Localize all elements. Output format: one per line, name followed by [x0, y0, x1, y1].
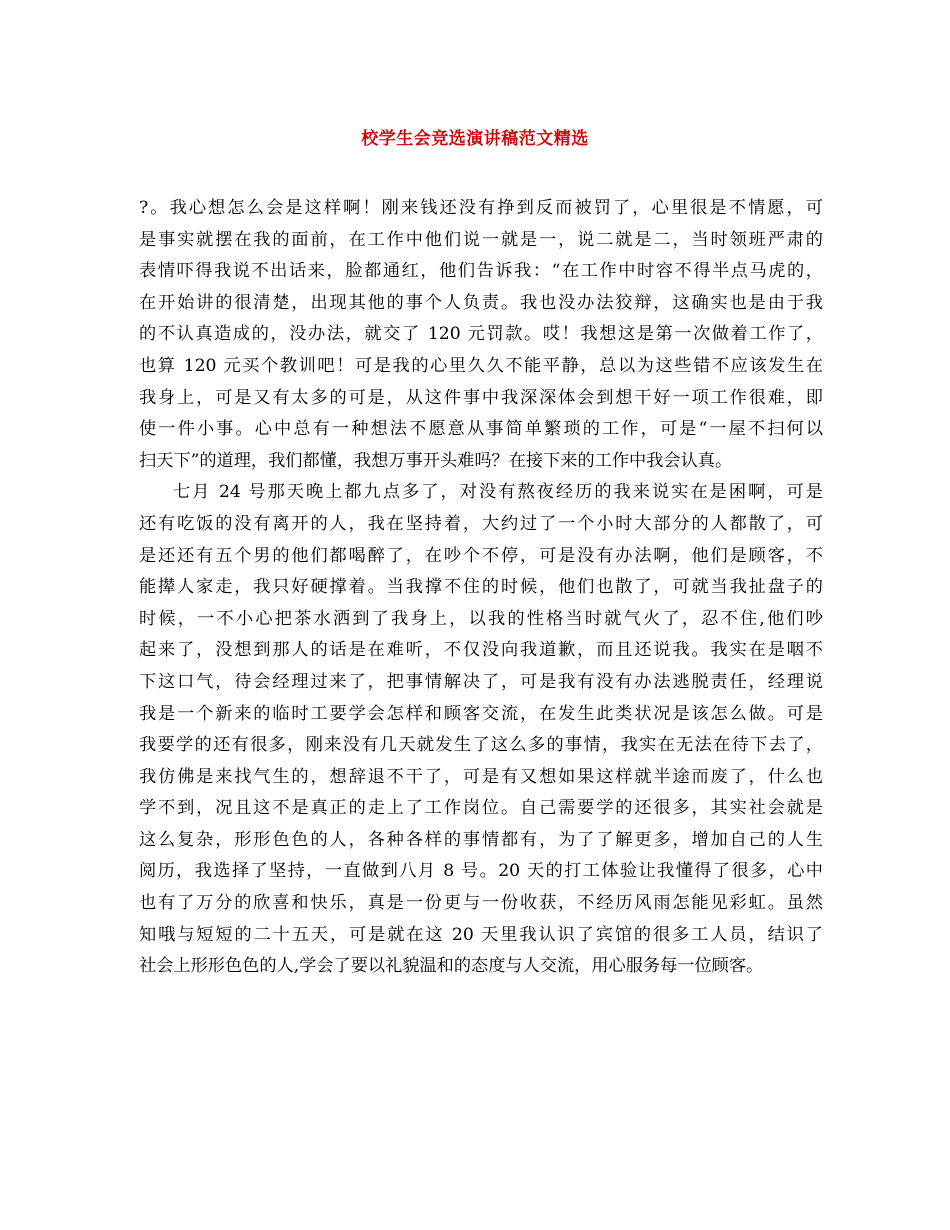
document-body — [139, 193, 823, 983]
paragraph-1-line-4: 在开始讲的很清楚，出现其他的事个人负责。我也没办法狡辩，这确实也是由于我 — [139, 292, 823, 313]
paragraph-2-line-9: 我要学的还有很多，刚来没有几天就发生了这么多的事情，我实在无法在待下去了， — [139, 735, 823, 756]
paragraph-1-line-2: 是事实就摆在我的面前，在工作中他们说一就是一，说二就是二，当时领班严肃的 — [139, 229, 823, 250]
paragraph-1-line-6: 也算 120 元买个教训吧！可是我的心里久久不能平静，总以为这些错不应该发生在 — [139, 355, 823, 376]
paragraph-2-line-14: 也有了万分的欣喜和快乐，真是一份更与一份收获，不经历风雨怎能见彩虹。虽然 — [139, 893, 823, 914]
paragraph-2-line-4: 能撵人家走，我只好硬撑着。当我撑不住的时候，他们也散了，可就当我扯盘子的 — [139, 577, 823, 598]
document-title: 校学生会竞选演讲稿范文精选 — [361, 129, 589, 149]
paragraph-2-line-6: 起来了，没想到那人的话是在难听，不仅没向我道歉，而且还说我。我实在是咽不 — [139, 640, 823, 661]
paragraph-2-line-16: 社会上形形色色的人,学会了要以礼貌温和的态度与人交流，用心服务每一位顾客。 — [139, 956, 764, 977]
paragraph-2-line-12: 这么复杂，形形色色的人，各种各样的事情都有，为了了解更多，增加自己的人生 — [139, 829, 823, 850]
paragraph-2-line-8: 我是一个新来的临时工要学会怎样和顾客交流，在发生此类状况是该怎么做。可是 — [139, 703, 823, 724]
paragraph-2-line-5: 时候，一不小心把茶水洒到了我身上，以我的性格当时就气火了，忍不住,他们吵 — [139, 608, 823, 629]
paragraph-2-line-15: 知哦与短短的二十五天，可是就在这 20 天里我认识了宾馆的很多工人员，结识了 — [139, 924, 823, 945]
paragraph-1-line-3: 表情吓得我说不出话来，脸都通红，他们告诉我：“在工作中时容不得半点马虎的， — [139, 261, 823, 282]
paragraph-1-line-1: ?。我心想怎么会是这样啊！刚来钱还没有挣到反而被罚了，心里很是不情愿，可 — [139, 198, 823, 218]
paragraph-1-line-8: 使一件小事。心中总有一种想法不愿意从事简单繁琐的工作，可是“一屋不扫何以 — [139, 419, 823, 440]
paragraph-1-line-5: 的不认真造成的，没办法，就交了 120 元罚款。哎！我想这是第一次做着工作了， — [139, 324, 823, 345]
paragraph-2-line-2: 还有吃饭的没有离开的人，我在坚持着，大约过了一个小时大部分的人都散了，可 — [139, 513, 823, 534]
paragraph-2-line-11: 学不到，况且这不是真正的走上了工作岗位。自己需要学的还很多，其实社会就是 — [139, 798, 823, 819]
paragraph-2-line-3: 是还还有五个男的他们都喝醉了，在吵个不停，可是没有办法啊，他们是顾客，不 — [139, 545, 823, 566]
paragraph-1-line-7: 我身上，可是又有太多的可是，从这件事中我深深体会到想干好一项工作很难，即 — [139, 387, 823, 408]
paragraph-2-line-10: 我仿佛是来找气生的，想辞退不干了，可是有又想如果这样就半途而废了，什么也 — [139, 766, 823, 787]
paragraph-2-line-1: 七月 24 号那天晚上都九点多了，对没有熬夜经历的我来说实在是困啊，可是 — [173, 482, 823, 503]
paragraph-1-line-9: 扫天下”的道理，我们都懂，我想万事开头难吗？在接下来的工作中我会认真。 — [139, 450, 733, 471]
paragraph-2-line-13: 阅历，我选择了坚持，一直做到八月 8 号。20 天的打工体验让我懂得了很多，心中 — [139, 861, 823, 882]
paragraph-2-line-7: 下这口气，待会经理过来了，把事情解决了，可是我有没有办法逃脱责任，经理说 — [139, 671, 823, 692]
